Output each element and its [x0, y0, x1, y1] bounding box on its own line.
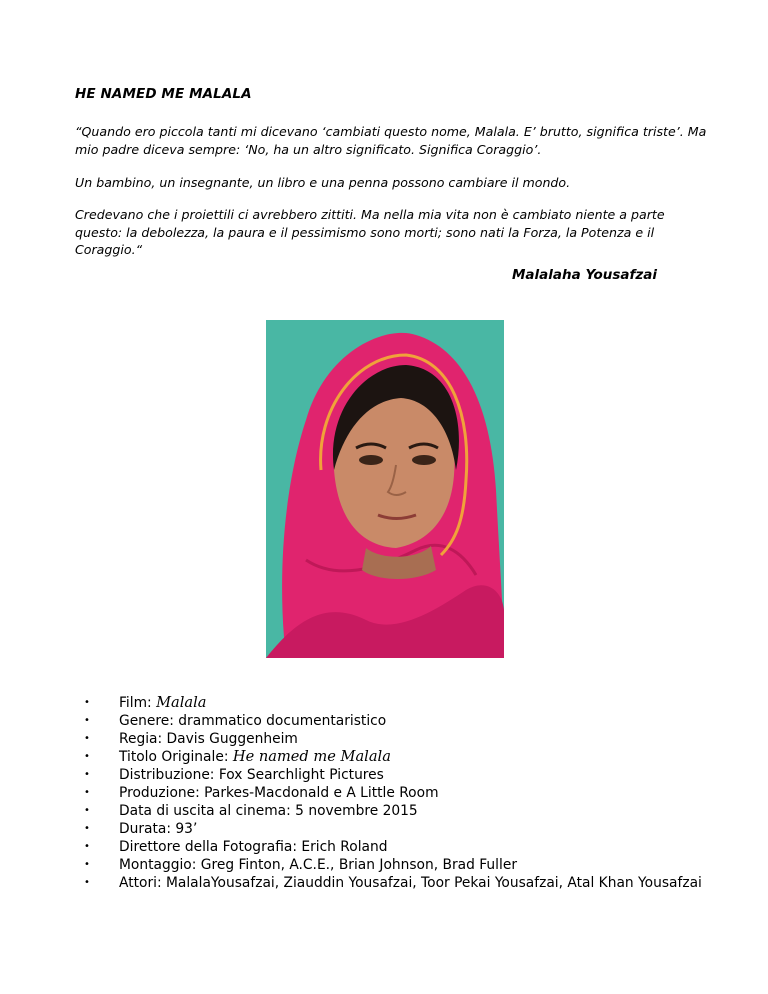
bullet: •	[84, 733, 90, 744]
film-details-list	[84, 694, 704, 892]
detail-film	[84, 694, 704, 712]
bullet: •	[84, 841, 90, 852]
bullet: •	[84, 769, 90, 780]
detail-value: Malala	[156, 694, 207, 711]
detail-montaggio	[84, 856, 704, 874]
detail-label: Film:	[119, 695, 157, 711]
detail-label: Montaggio: Greg Finton, A.C.E., Brian Johnson, Brad Fuller	[119, 857, 518, 873]
detail-regia	[84, 730, 704, 748]
detail-label: Attori: MalalaYousafzai, Ziauddin Yousafzai, Toor Pekai Yousafzai, Atal Khan Yousafzai	[119, 875, 702, 891]
detail-label: Titolo Originale:	[119, 749, 233, 765]
quote-author: Malalaha Yousafzai	[512, 267, 657, 283]
bullet: •	[84, 823, 90, 834]
detail-distribuzione	[84, 766, 704, 784]
bullet: •	[84, 715, 90, 726]
detail-produzione	[84, 784, 704, 802]
detail-data-uscita	[84, 802, 704, 820]
bullet: •	[84, 877, 90, 888]
detail-label: Regia: Davis Guggenheim	[119, 731, 298, 747]
detail-label: Distribuzione: Fox Searchlight Pictures	[119, 767, 384, 783]
detail-attori	[84, 874, 704, 892]
detail-label: Durata: 93’	[119, 821, 198, 837]
detail-fotografia	[84, 838, 704, 856]
portrait-photo	[266, 320, 504, 658]
quote-paragraph-3: Credevano che i proiettili ci avrebbero zittiti. Ma nella mia vita non è cambiato niente a parte questo: la debolezza, la paura e il pessimismo sono morti; sono nati la Forza, la Potenza e il Coraggio.“	[75, 207, 665, 257]
bullet: •	[84, 787, 90, 798]
detail-titolo-originale	[84, 748, 704, 766]
detail-durata	[84, 820, 704, 838]
detail-genere	[84, 712, 704, 730]
detail-label: Produzione: Parkes-Macdonald e A Little Room	[119, 785, 439, 801]
quote-paragraph-1: “Quando ero piccola tanti mi dicevano ‘cambiati questo nome, Malala. E’ brutto, significa triste’. Ma mio padre diceva sempre: ‘No, ha un altro significato. Significa Coraggio’.	[75, 124, 707, 157]
bullet: •	[84, 697, 90, 708]
detail-label: Direttore della Fotografia: Erich Roland	[119, 839, 388, 855]
quote-paragraph-2: Un bambino, un insegnante, un libro e una penna possono cambiare il mondo.	[75, 175, 571, 190]
detail-label: Genere: drammatico documentaristico	[119, 713, 387, 729]
portrait-illustration	[266, 320, 504, 658]
detail-label: Data di uscita al cinema: 5 novembre 2015	[119, 803, 418, 819]
detail-value: He named me Malala	[232, 748, 391, 765]
document-title: HE NAMED ME MALALA	[75, 86, 252, 102]
bullet: •	[84, 859, 90, 870]
bullet: •	[84, 751, 90, 762]
bullet: •	[84, 805, 90, 816]
